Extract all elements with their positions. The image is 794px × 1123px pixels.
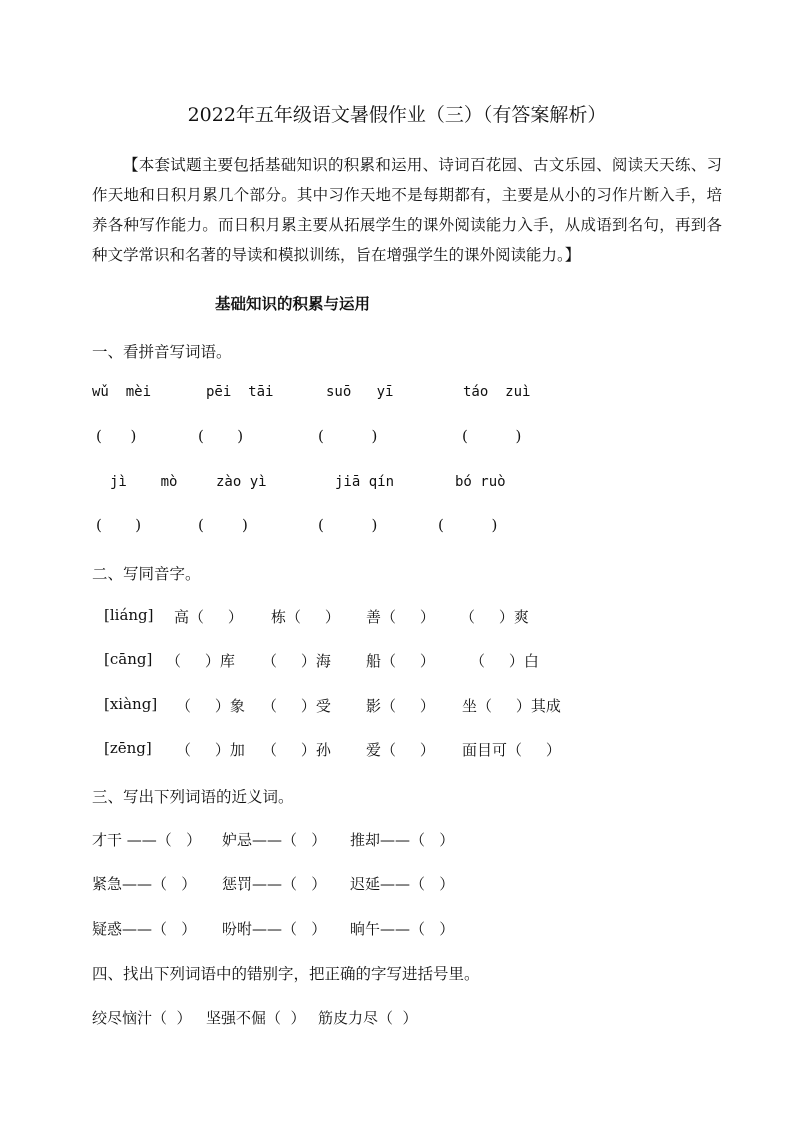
- q1-pinyin-2: pēi tāi: [206, 384, 274, 400]
- q3-item: 晌午——（ ）: [350, 920, 455, 938]
- q1-pinyin-4: táo zuì: [463, 384, 531, 400]
- q3-item: 惩罚——（ ）: [222, 875, 327, 893]
- q2-item: 善（ ）: [366, 608, 435, 626]
- q1-answer-blank-3: ( ): [318, 427, 378, 445]
- q2-item: （ ）爽: [460, 608, 529, 626]
- q2-item: （ ）加: [176, 741, 245, 759]
- q2-item: 坐（ ）其成: [462, 697, 561, 715]
- q2-item: （ ）孙: [262, 741, 331, 759]
- q2-pinyin-1: [liáng]: [104, 606, 154, 624]
- q3-item: 迟延——（ ）: [350, 875, 455, 893]
- q2-item: 栋（ ）: [271, 608, 340, 626]
- q2-item: （ ）海: [262, 652, 331, 670]
- q2-item: 面目可（ ）: [462, 741, 561, 759]
- q3-item: 妒忌——（ ）: [222, 831, 327, 849]
- q3-item: 疑惑——（ ）: [92, 920, 197, 938]
- q1-pinyin-3: suō yī: [326, 384, 394, 400]
- q4-item: 绞尽恼汁（ ）: [92, 1009, 192, 1027]
- q2-pinyin-4: [zēng]: [104, 739, 152, 757]
- q2-pinyin-2: [cāng]: [104, 650, 153, 668]
- q1-answer-blank-5: ( ): [96, 516, 142, 534]
- q1-answer-blank-6: ( ): [198, 516, 248, 534]
- q2-heading: 二、写同音字。: [92, 565, 201, 583]
- intro-paragraph: 【本套试题主要包括基础知识的积累和运用、诗词百花园、古文乐园、阅读天天练、习作天地和日积月累几个部分。其中习作天地不是每期都有，主要是从小的习作片断入手，培养各种写作能力。而日积月累主要从拓展学生的课外阅读能力入手，从成语到名句，再到各种文学常识和名著的导读和模拟训练，旨在增强学生的课外阅读能力。】: [92, 156, 722, 264]
- q2-item: （ ）受: [262, 697, 331, 715]
- q1-answer-blank-4: ( ): [462, 427, 522, 445]
- q1-answer-blank-2: ( ): [198, 427, 244, 445]
- q1-pinyin-7: jiā qín: [335, 474, 395, 490]
- q3-item: 紧急——（ ）: [92, 875, 197, 893]
- q1-answer-blank-8: ( ): [438, 516, 498, 534]
- q2-item: 高（ ）: [174, 608, 243, 626]
- q2-item: 影（ ）: [366, 697, 435, 715]
- q4-item: 筋皮力尽（ ）: [318, 1009, 418, 1027]
- q3-item: 才干 ——（ ）: [92, 831, 202, 849]
- q3-item: 吩咐——（ ）: [222, 920, 327, 938]
- q1-pinyin-6: zào yì: [216, 474, 267, 490]
- section-subheading: 基础知识的积累与运用: [215, 294, 371, 313]
- q4-heading: 四、找出下列词语中的错别字，把正确的字写进括号里。: [92, 965, 480, 983]
- q1-pinyin-1: wǔ mèi: [92, 384, 152, 400]
- q2-item: 爱（ ）: [366, 741, 435, 759]
- q2-pinyin-3: [xiàng]: [104, 695, 158, 713]
- q2-item: 船（ ）: [366, 652, 435, 670]
- q2-item: （ ）象: [176, 697, 245, 715]
- q4-item: 坚强不倔（ ）: [206, 1009, 306, 1027]
- q3-heading: 三、写出下列词语的近义词。: [92, 788, 294, 806]
- q1-pinyin-8: bó ruò: [455, 474, 506, 490]
- q1-answer-blank-7: ( ): [318, 516, 378, 534]
- q2-item: （ ）白: [470, 652, 539, 670]
- q3-item: 推却——（ ）: [350, 831, 455, 849]
- q1-pinyin-5: jì mò: [110, 474, 178, 490]
- q1-heading: 一、看拼音写词语。: [92, 343, 232, 361]
- q1-answer-blank-1: ( ): [96, 427, 137, 445]
- page-title: 2022年五年级语文暑假作业（三）（有答案解析）: [187, 104, 607, 126]
- q2-item: （ ）库: [166, 652, 235, 670]
